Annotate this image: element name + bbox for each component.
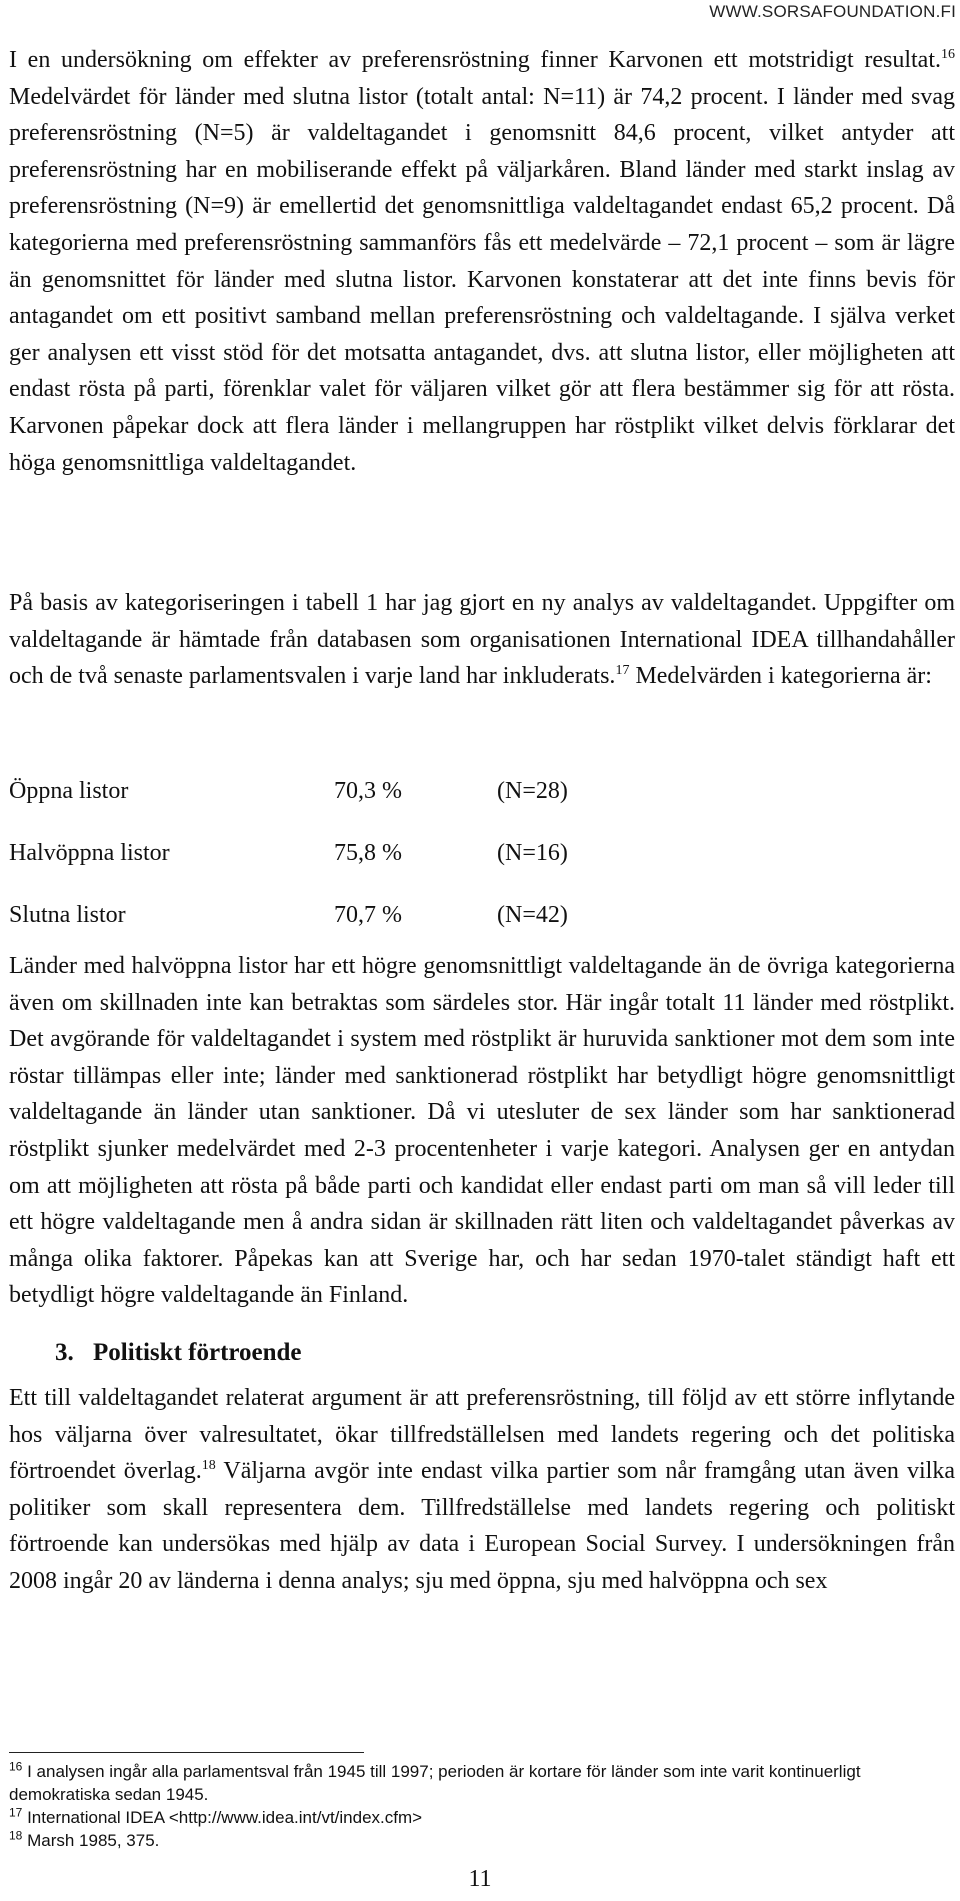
- category-count: (N=16): [497, 839, 568, 866]
- footnote-text: I analysen ingår alla parlamentsval från 1945 till 1997; perioden är kortare för länder som inte varit kontinuerligt demokratiska sedan 1945.: [9, 1762, 861, 1804]
- paragraph-text: I en undersökning om effekter av preferensröstning finner Karvonen ett motstridigt resultat.: [9, 47, 941, 73]
- paragraph-text: På basis av kategoriseringen i tabell 1 har jag gjort en ny analys av valdeltagandet. Uppgifter om valdeltagande är hämtade från databasen som organisationen International IDEA tillhandahåller och de två senaste parlamentsvalen i varje land har inkluderats.: [9, 590, 955, 690]
- footnote-ref-18: 18: [201, 1458, 216, 1474]
- footnote: [9, 1829, 955, 1852]
- paragraph-trust: [9, 1380, 955, 1600]
- footnote-divider: [9, 1752, 364, 1753]
- paragraph-text: Medelvärdet för länder med slutna listor (totalt antal: N=11) är 74,2 procent. I länder med svag preferensröstning (N=5) är valdeltagandet i genomsnitt 84,6 procent, vilket antyder att preferensröstning har en mobiliserande effekt på väljarkåren. Bland länder med starkt inslag av preferensröstning (N=9) är emellertid det genomsnittliga valdeltagandet endast 65,2 procent. Då kategorierna med preferensröstning sammanförs fås ett medelvärde – 72,1 procent – som är lägre än genomsnittet för länder med slutna listor. Karvonen konstaterar att det inte finns bevis för antagandet om ett positivt samband mellan preferensröstning och valdeltagande. I själva verket ger analysen ett visst stöd för det motsatta antagandet, dvs. att slutna listor, eller möjligheten att endast rösta på parti, förenklar valet för väljaren vilket gör att flera bestämmer sig för att rösta. Karvonen påpekar dock att flera länder i mellangruppen har röstplikt vilket delvis förklarar det höga genomsnittliga valdeltagandet.: [9, 83, 955, 476]
- paragraph-discussion: Länder med halvöppna listor har ett högre genomsnittligt valdeltagande än de övriga kategorierna även om skillnaden inte kan betraktas som särdeles stor. Här ingår totalt 11 länder med röstplikt. Det avgörande för valdeltagandet i system med röstplikt är huruvida sanktioner mot dem som inte röstar tillämpas eller inte; länder med sanktionerad röstplikt har betydligt högre genomsnittligt valdeltagande än länder utan sanktioner. Då vi utesluter de sex länder som har sanktionerad röstplikt sjunker medelvärdet med 2-3 procentenheter i varje kategori. Analysen ger en antydan om att möjligheten att rösta på både parti och kandidat eller endast parti om man så vill leder till ett högre valdeltagande men å andra sidan är skillnaden rätt liten och valdeltagandet påverkas av många olika faktorer. Påpekas kan att Sverige har, och har sedan 1970-talet ständigt haft ett betydligt högre valdeltagande än Finland.: [9, 953, 955, 1309]
- footnotes: [9, 1760, 955, 1852]
- category-label: Halvöppna listor: [9, 839, 170, 866]
- footnote-number: 16: [9, 1759, 23, 1774]
- footnote: [9, 1760, 955, 1806]
- category-label: Öppna listor: [9, 777, 129, 804]
- section-title: Politiskt förtroende: [93, 1339, 302, 1366]
- category-averages-table: [9, 760, 697, 946]
- footnote-text: Marsh 1985, 375.: [22, 1831, 160, 1850]
- table-row: [9, 884, 697, 946]
- footnote-ref-16: 16: [941, 47, 955, 62]
- category-value: 70,7 %: [334, 901, 402, 928]
- category-count: (N=28): [497, 777, 568, 804]
- footnote-number: 18: [9, 1828, 23, 1843]
- category-value: 75,8 %: [334, 839, 402, 866]
- table-row: [9, 760, 697, 822]
- section-heading: [55, 1339, 302, 1367]
- paragraph-analysis: [9, 585, 955, 695]
- table-row: [9, 822, 697, 884]
- category-count: (N=42): [497, 901, 568, 928]
- paragraph-text: Ett till valdeltagandet relaterat argument är att preferensröstning, till följd av ett större inflytande hos väljarna över valresultatet, ökar tillfredställelsen med landets regering och det politiska förtroendet överlag.: [9, 1385, 955, 1485]
- footnote-text: International IDEA <http://www.idea.int/vt/index.cfm>: [22, 1808, 423, 1827]
- footnote-number: 17: [9, 1805, 23, 1820]
- footnote-ref-17: 17: [615, 663, 630, 679]
- footnote: [9, 1806, 955, 1829]
- category-label: Slutna listor: [9, 901, 126, 928]
- section-number: 3.: [55, 1339, 74, 1366]
- category-value: 70,3 %: [334, 777, 402, 804]
- site-header[interactable]: WWW.SORSAFOUNDATION.FI: [709, 2, 956, 21]
- paragraph-karvonen: [9, 42, 955, 481]
- paragraph-text: Medelvärden i kategorierna är:: [629, 663, 932, 690]
- paragraph-text: Väljarna avgör inte endast vilka partier som når framgång utan även vilka politiker som skall representera dem. Tillfredställelse med landets regering och politiskt förtroende kan undersökas med hjälp av data i European Social Survey. I undersökningen från 2008 ingår 20 av länderna i denna analys; sju med öppna, sju med halvöppna och sex: [9, 1458, 955, 1594]
- page-number: 11: [468, 1866, 492, 1892]
